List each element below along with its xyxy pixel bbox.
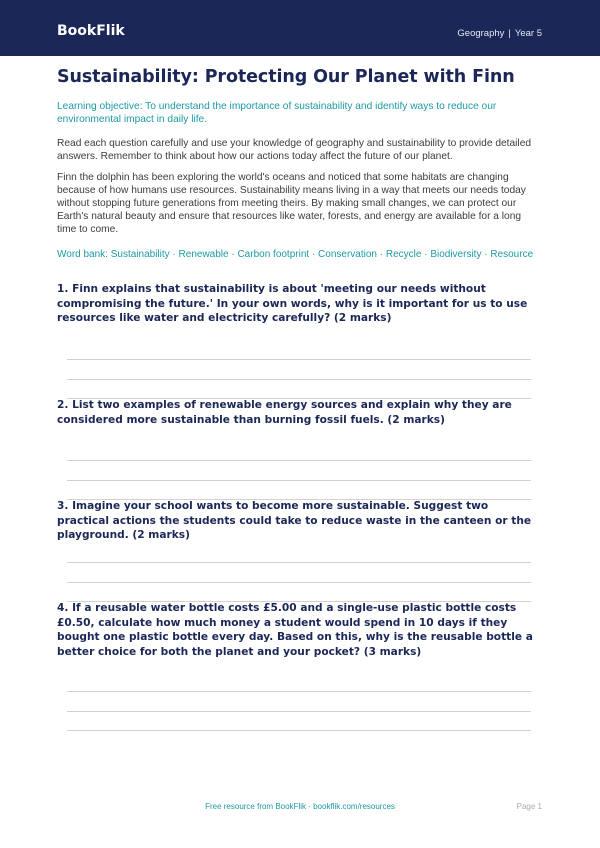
header-separator: |	[508, 28, 511, 39]
answer-line[interactable]	[67, 359, 531, 360]
answer-line[interactable]	[67, 691, 531, 692]
answer-line[interactable]	[67, 711, 531, 712]
year-label: Year 5	[514, 28, 542, 39]
header-bar	[0, 0, 600, 56]
word-bank: Word bank: Sustainability · Renewable · Carbon footprint · Conservation · Recycle · Biodiversity · Resource	[57, 249, 534, 260]
intro-paragraph: Finn the dolphin has been exploring the world's oceans and noticed that some habitats are changing because of how humans use resources. Sustainability means living in a way that meets our needs today without stopping future generations from meeting theirs. By making small changes, we can protect our Earth's natural beauty and ensure that resources like water, forests, and energy are available for a long time to come.	[57, 172, 526, 235]
subject-year-label	[457, 28, 542, 40]
answer-line[interactable]	[67, 562, 531, 563]
brand-logo[interactable]: BookFlik	[57, 23, 125, 39]
question-4: 4. If a reusable water bottle costs £5.00 and a single-use plastic bottle costs £0.50, calculate how much money a student would spend in 10 days if they bought one plastic bottle every day. Based on this, why is the reusable bottle a better choice for both the planet and your pocket? (3 marks)	[57, 602, 533, 658]
page-title: Sustainability: Protecting Our Planet with Finn	[57, 67, 515, 87]
answer-line[interactable]	[67, 480, 531, 481]
footer-credit[interactable]: Free resource from BookFlik · bookflik.com/resources	[205, 802, 395, 811]
instructions-paragraph: Read each question carefully and use your knowledge of geography and sustainability to provide detailed answers. Remember to think about how our actions today affect the future of our planet.	[57, 138, 532, 162]
question-1: 1. Finn explains that sustainability is about 'meeting our needs without compromising the future.' In your own words, why is it important for us to use resources like water and electricity carefully? (2 marks)	[57, 283, 528, 324]
answer-line[interactable]	[67, 379, 531, 380]
page-number: Page 1	[516, 802, 542, 811]
answer-line[interactable]	[67, 730, 531, 731]
question-2: 2. List two examples of renewable energy sources and explain why they are considered more sustainable than burning fossil fuels. (2 marks)	[57, 399, 512, 426]
answer-line[interactable]	[67, 582, 531, 583]
question-3: 3. Imagine your school wants to become more sustainable. Suggest two practical actions the students could take to reduce waste in the canteen or the playground. (2 marks)	[57, 500, 532, 541]
learning-objective: Learning objective: To understand the importance of sustainability and identify ways to reduce our environmental impact in daily life.	[57, 101, 497, 125]
worksheet-intro	[57, 66, 543, 261]
subject-label: Geography	[457, 28, 505, 39]
answer-line[interactable]	[67, 460, 531, 461]
